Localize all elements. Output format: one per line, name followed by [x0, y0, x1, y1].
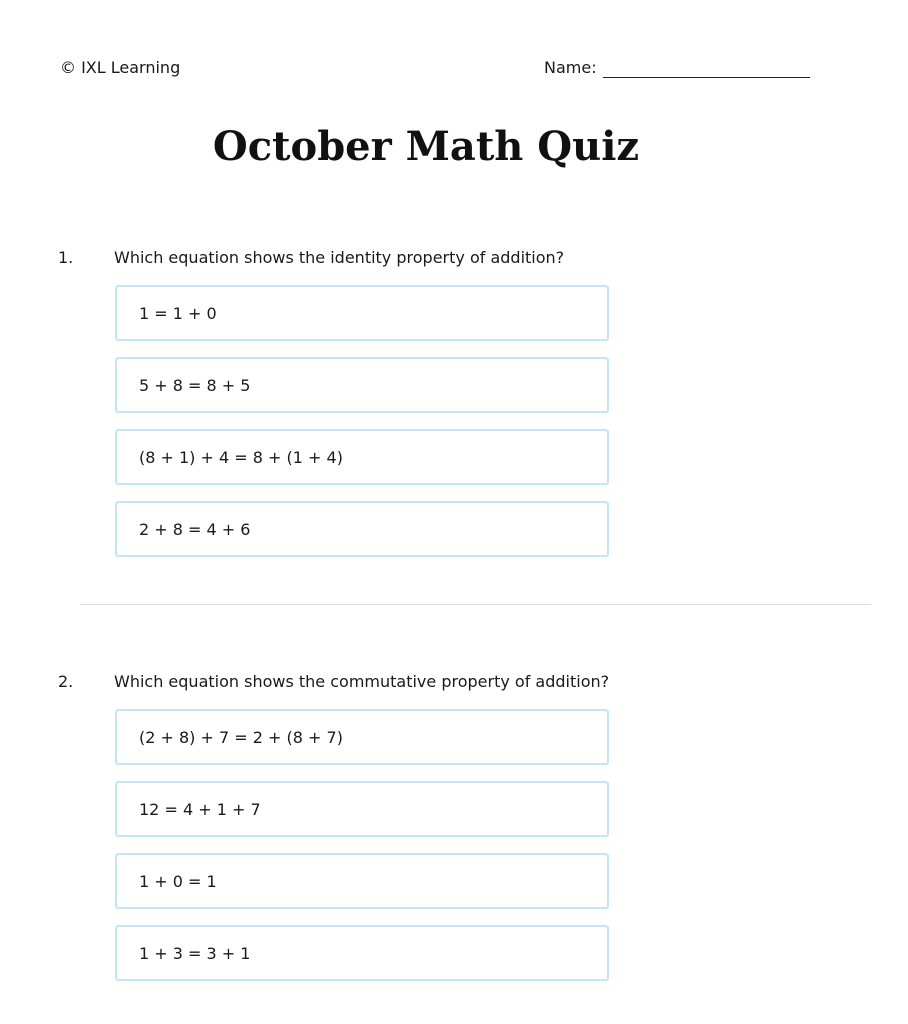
- copyright-notice: © IXL Learning: [60, 58, 181, 77]
- question-number: 1.: [58, 248, 74, 267]
- answer-option[interactable]: (2 + 8) + 7 = 2 + (8 + 7): [115, 709, 609, 765]
- question-number: 2.: [58, 672, 74, 691]
- quiz-title: October Math Quiz: [212, 123, 640, 170]
- answer-option[interactable]: 1 + 3 = 3 + 1: [115, 925, 609, 981]
- question-text: Which equation shows the commutative property of addition?: [114, 672, 610, 691]
- answer-option[interactable]: 5 + 8 = 8 + 5: [115, 357, 609, 413]
- answer-option[interactable]: 2 + 8 = 4 + 6: [115, 501, 609, 557]
- answer-option[interactable]: 1 = 1 + 0: [115, 285, 609, 341]
- answer-option[interactable]: (8 + 1) + 4 = 8 + (1 + 4): [115, 429, 609, 485]
- question-divider: [80, 604, 871, 605]
- answer-option[interactable]: 1 + 0 = 1: [115, 853, 609, 909]
- name-blank-line[interactable]: [603, 60, 810, 78]
- answer-options: [115, 709, 609, 997]
- name-label: Name:: [544, 58, 597, 77]
- question-text: Which equation shows the identity property of addition?: [114, 248, 565, 267]
- name-field-group: [544, 58, 810, 78]
- answer-option[interactable]: 12 = 4 + 1 + 7: [115, 781, 609, 837]
- answer-options: [115, 285, 609, 573]
